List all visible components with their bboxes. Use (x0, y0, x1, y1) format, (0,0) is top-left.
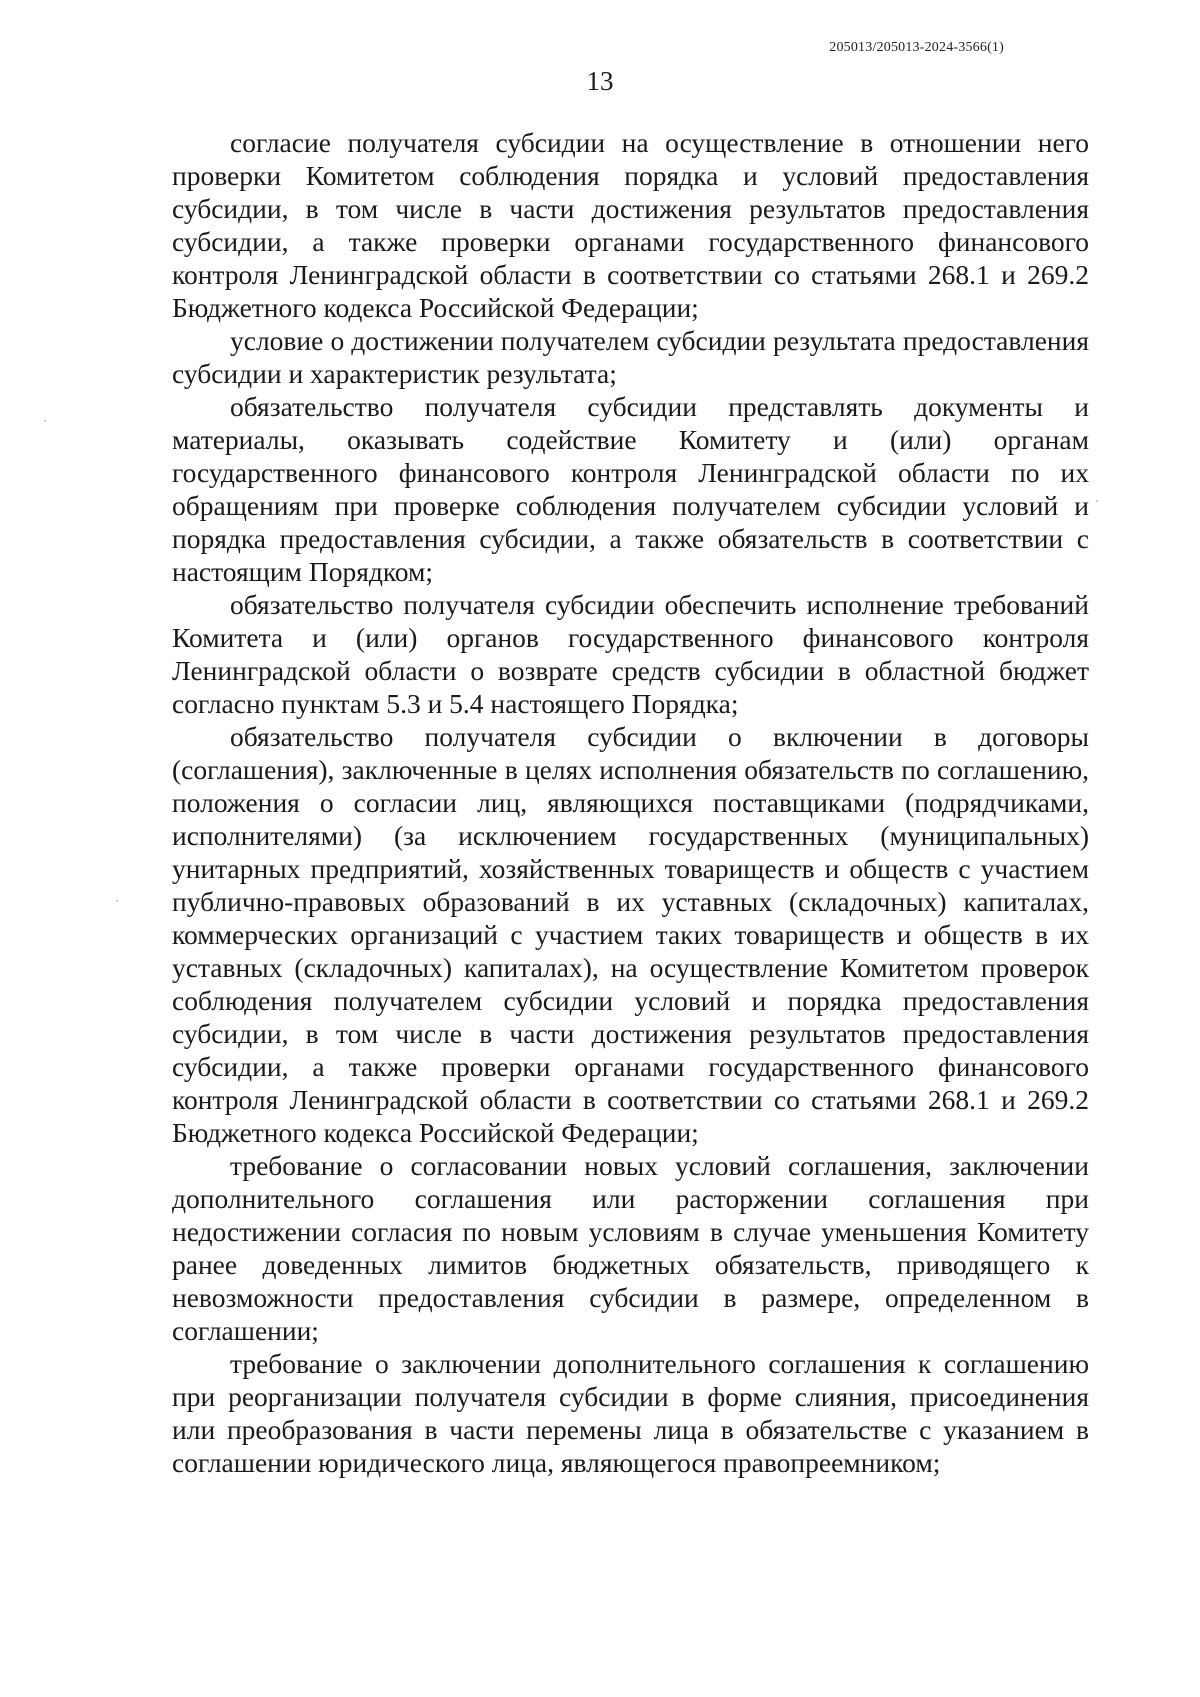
paragraph-obligation-return-funds: обязательство получателя субсидии обеспечить исполнение требований Комитета и (или) органов государственного финансового контроля Ленинградской области о возврате средств субсидии в областной бюджет согласно пунктам 5.3 и 5.4 настоящего Порядка; (172, 589, 1089, 719)
paragraph-obligation-contract-clauses: обязательство получателя субсидии о включении в договоры (соглашения), заключенные в целях исполнения обязательств по соглашению, положения о согласии лиц, являющихся поставщиками (подрядчиками, исполнителями) (за исключением государственных (муниципальных) унитарных предприятий, хозяйственных товариществ и обществ с участием публично-правовых образований в их уставных (складочных) капиталах, коммерческих организаций с участием таких товариществ и обществ в их уставных (складочных) капиталах), на осуществление Комитетом проверок соблюдения получателем субсидии условий и порядка предоставления субсидии, в том числе в части достижения результатов предоставления субсидии, а также проверки органами государственного финансового контроля Ленинградской области в соответствии со статьями 268.1 и 269.2 Бюджетного кодекса Российской Федерации; (172, 721, 1089, 1148)
paragraph-result-condition: условие о достижении получателем субсидии результата предоставления субсидии и характеристик результата; (172, 325, 1089, 389)
paragraph-reorganization-requirement: требование о заключении дополнительного соглашения к соглашению при реорганизации получателя субсидии в форме слияния, присоединения или преобразования в части перемены лица в обязательстве с указанием в соглашении юридического лица, являющегося правопреемником; (172, 1348, 1089, 1478)
paragraph-new-conditions-requirement: требование о согласовании новых условий соглашения, заключении дополнительного соглашения или расторжении соглашения при недостижении согласия по новым условиям в случае уменьшения Комитету ранее доведенных лимитов бюджетных обязательств, приводящего к невозможности предоставления субсидии в размере, определенном в соглашении; (172, 1150, 1089, 1346)
document-body (172, 126, 1089, 1479)
paragraph-obligation-provide-documents: обязательство получателя субсидии представлять документы и материалы, оказывать содействие Комитету и (или) органам государственного финансового контроля Ленинградской области по их обращениям при проверке соблюдения получателем субсидии условий и порядка предоставления субсидии, а также обязательств в соответствии с настоящим Порядком; (172, 391, 1089, 587)
scan-artifact-dot (1096, 500, 1098, 502)
scan-artifact-dot (116, 900, 118, 902)
page-number: 13 (586, 66, 614, 96)
scan-artifact-dot (44, 420, 46, 422)
paragraph-consent-to-inspection: согласие получателя субсидии на осуществление в отношении него проверки Комитетом соблюдения порядка и условий предоставления субсидии, в том числе в части достижения результатов предоставления субсидии, а также проверки органами государственного финансового контроля Ленинградской области в соответствии со статьями 268.1 и 269.2 Бюджетного кодекса Российской Федерации; (172, 127, 1089, 323)
document-registration-number: 205013/205013-2024-3566(1) (829, 40, 1004, 55)
